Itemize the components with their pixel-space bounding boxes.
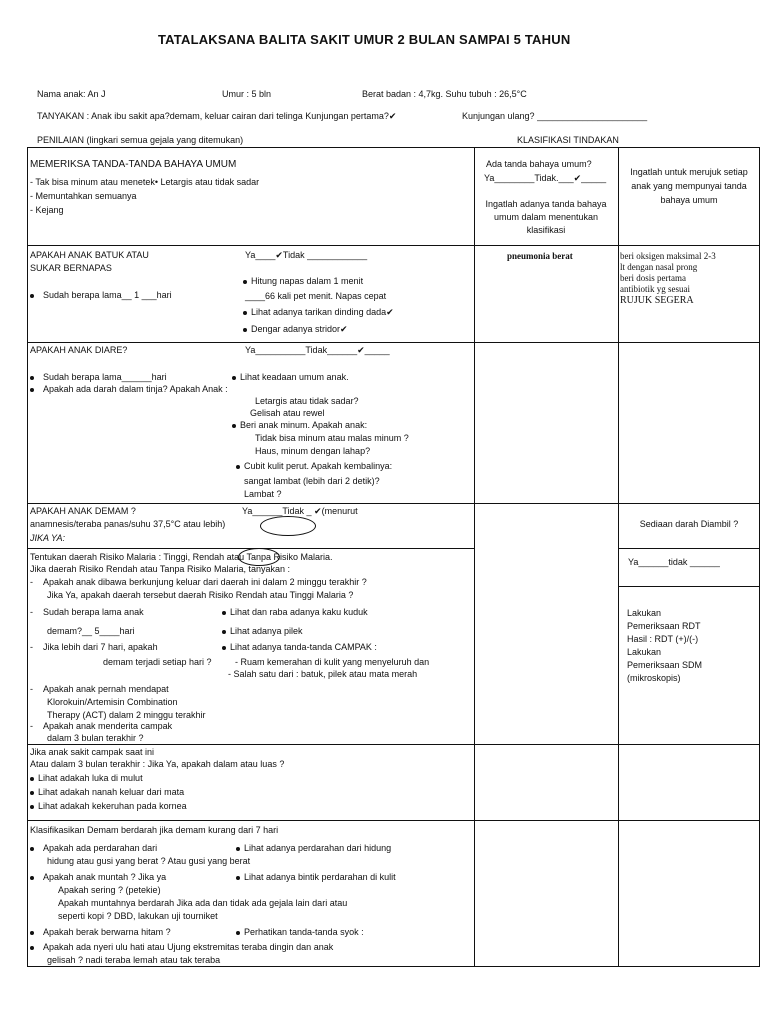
fever-if-yes: JIKA YA: xyxy=(30,533,66,543)
row-divider xyxy=(27,245,760,246)
row-divider xyxy=(27,820,760,821)
cough-stridor: Dengar adanya stridor✔ xyxy=(251,324,348,334)
diarrhea-look: Lihat keadaan umum anak. xyxy=(240,372,349,382)
cough-chest: Lihat adanya tarikan dinding dada✔ xyxy=(251,307,394,317)
diarrhea-restless: Gelisah atau rewel xyxy=(250,408,325,418)
malaria-visit: Apakah anak dibawa berkunjung keluar dari daerah ini dalam 2 minggu terakhir ? xyxy=(43,577,367,587)
column-divider-2 xyxy=(618,147,619,967)
table-right-border xyxy=(759,147,760,967)
cornea-clouding: Lihat adakah kekeruhan pada kornea xyxy=(38,801,187,811)
bullet-icon xyxy=(222,630,226,634)
danger-answer: Ya________Tidak.___✔_____ xyxy=(484,173,607,183)
bullet-icon xyxy=(232,424,236,428)
danger-heading: MEMERIKSA TANDA-TANDA BAHAYA UMUM xyxy=(30,159,237,170)
bullet-icon xyxy=(243,280,247,284)
diarrhea-answer: Ya__________Tidak______✔_____ xyxy=(245,345,390,355)
measles-rash: - Ruam kemerahan di kulit yang menyeluruh dan xyxy=(235,657,430,667)
malaria-risk: Tentukan daerah Risiko Malaria : Tinggi, Rendah atau Tanpa Risiko Malaria. xyxy=(30,552,333,562)
bullet-icon xyxy=(30,294,34,298)
dengue-bleed-2: hidung atau gusi yang berat ? Atau gusi yang berat xyxy=(47,856,251,866)
act-history: Apakah anak pernah mendapat xyxy=(43,684,169,694)
malaria-low-risk: Jika daerah Risiko Rendah atau Tanpa Risiko Malaria, tanyakan : xyxy=(30,564,290,574)
patient-weight-temp: Berat badan : 4,7kg. Suhu tubuh : 26,5°C xyxy=(362,89,527,99)
diarrhea-lethargic: Letargis atau tidak sadar? xyxy=(255,396,359,406)
fever-daily: demam terjadi setiap hari ? xyxy=(103,657,212,667)
danger-item: - Tak bisa minum atau menetek• Letargis atau tidak sadar xyxy=(30,177,260,187)
bullet-icon xyxy=(236,931,240,935)
stiff-neck: Lihat dan raba adanya kaku kuduk xyxy=(230,607,368,617)
smear-question: Sediaan darah Diambil ? xyxy=(639,519,739,529)
bullet-icon xyxy=(243,311,247,315)
dengue-pain: Apakah ada nyeri ulu hati atau Ujung ekstremitas teraba dingin dan anak xyxy=(43,942,334,952)
danger-item: - Kejang xyxy=(30,205,64,215)
runny-nose: Lihat adanya pilek xyxy=(230,626,303,636)
dengue-vomit: Apakah anak muntah ? Jika ya xyxy=(43,872,167,882)
cough-heading: SUKAR BERNAPAS xyxy=(30,263,112,273)
fever-7days: Jika lebih dari 7 hari, apakah xyxy=(43,642,158,652)
dengue-restless: gelisah ? nadi teraba lemah atau tak teraba xyxy=(47,955,221,965)
eye-pus: Lihat adakah nanah keluar dari mata xyxy=(38,787,185,797)
bullet-icon xyxy=(222,646,226,650)
mouth-ulcer: Lihat adakah luka di mulut xyxy=(38,773,143,783)
dengue-blood-vomit: Apakah muntahnya berdarah Jika ada dan tidak ada gejala lain dari atau xyxy=(58,898,348,908)
diarrhea-heading: APAKAH ANAK DIARE? xyxy=(30,345,128,355)
bullet-icon xyxy=(30,946,34,950)
row-divider xyxy=(27,503,760,504)
table-bottom-border xyxy=(27,966,760,967)
measles-history-2: dalam 3 bulan terakhir ? xyxy=(47,733,144,743)
danger-item: - Memuntahkan semuanya xyxy=(30,191,137,201)
row-divider xyxy=(27,744,760,745)
diarrhea-slow: sangat lambat (lebih dari 2 detik)? xyxy=(244,476,380,486)
bullet-icon xyxy=(236,876,240,880)
classification-header: KLASIFIKASI TINDAKAN xyxy=(517,135,619,145)
diarrhea-lambat: Lambat ? xyxy=(244,489,282,499)
assessment-header: PENILAIAN (lingkari semua gejala yang ditemukan) xyxy=(37,135,244,145)
row-divider xyxy=(618,548,760,549)
dengue-nose: Lihat adanya perdarahan dari hidung xyxy=(244,843,392,853)
ask-question: TANYAKAN : Anak ibu sakit apa?demam, keluar cairan dari telinga Kunjungan pertama?✔ xyxy=(37,111,397,121)
bullet-icon xyxy=(30,931,34,935)
bullet-icon xyxy=(30,791,34,795)
table-left-border xyxy=(27,147,28,967)
malaria-area: Jika Ya, apakah daerah tersebut daerah Risiko Rendah atau Tinggi Malaria ? xyxy=(47,590,354,600)
revisit-question: Kunjungan ulang? ______________________ xyxy=(462,111,648,121)
measles-deep: Atau dalam 3 bulan terakhir : Jika Ya, apakah dalam atau luas ? xyxy=(30,759,285,769)
diarrhea-drink: Beri anak minum. Apakah anak: xyxy=(240,420,368,430)
lab-instructions: Lakukan Pemeriksaan RDT Hasil : RDT (+)/(-) Lakukan Pemeriksaan SDM (mikroskopis) xyxy=(627,608,703,683)
dengue-bleed-q: Apakah ada perdarahan dari xyxy=(43,843,158,853)
row-divider xyxy=(27,342,760,343)
bullet-icon xyxy=(236,465,240,469)
cough-answer: Ya____✔Tidak ____________ xyxy=(245,250,368,260)
diarrhea-thirsty: Haus, minum dengan lahap? xyxy=(255,446,371,456)
diarrhea-cannot-drink: Tidak bisa minum atau malas minum ? xyxy=(255,433,409,443)
bullet-icon xyxy=(30,376,34,380)
measles-current: Jika anak sakit campak saat ini xyxy=(30,747,155,757)
dengue-shock: Perhatikan tanda-tanda syok : xyxy=(244,927,364,937)
table-top-border xyxy=(27,147,760,148)
danger-note: Ingatlah adanya tanda bahaya umum dalam menentukan klasifikasi xyxy=(485,199,607,235)
measles-history: Apakah anak menderita campak xyxy=(43,721,173,731)
bullet-icon xyxy=(30,847,34,851)
bullet-icon xyxy=(232,376,236,380)
cough-heading: APAKAH ANAK BATUK ATAU xyxy=(30,250,149,260)
row-divider xyxy=(618,586,760,587)
fever-duration-q: Sudah berapa lama anak xyxy=(43,607,144,617)
dengue-petechie: Lihat adanya bintik perdarahan di kulit xyxy=(244,872,396,882)
cough-duration: Sudah berapa lama__ 1 ___hari xyxy=(43,290,172,300)
bullet-icon xyxy=(30,388,34,392)
dengue-heading: Klasifikasikan Demam berdarah jika demam kurang dari 7 hari xyxy=(30,825,279,835)
column-divider-1 xyxy=(474,147,475,967)
bullet-icon xyxy=(222,611,226,615)
dengue-coffee: seperti kopi ? DBD, lakukan uji tourniket xyxy=(58,911,218,921)
measles-cough: - Salah satu dari : batuk, pilek atau mata merah xyxy=(228,669,418,679)
fever-duration-a: demam?__ 5____hari xyxy=(47,626,135,636)
patient-name: Nama anak: An J xyxy=(37,89,106,99)
cough-classification: pneumonia berat xyxy=(507,251,573,261)
fever-answer: Ya______Tidak _ ✔(menurut xyxy=(242,506,358,516)
cough-count: Hitung napas dalam 1 menit xyxy=(251,276,364,286)
act-history-3: Therapy (ACT) dalam 2 minggu terakhir xyxy=(47,710,206,720)
fever-heading: APAKAH ANAK DEMAM ? xyxy=(30,506,136,516)
act-history-2: Klorokuin/Artemisin Combination xyxy=(47,697,178,707)
cough-rate: ____66 kali pet menit. Napas cepat xyxy=(245,291,387,301)
cough-action: beri oksigen maksimal 2-3 lt dengan nasal prong beri dosis pertama antibiotik yg sesuai RUJUK SEGERA xyxy=(620,251,716,306)
page-title: TATALAKSANA BALITA SAKIT UMUR 2 BULAN SAMPAI 5 TAHUN xyxy=(158,32,571,47)
smear-answer: Ya______tidak ______ xyxy=(628,557,720,567)
bullet-icon xyxy=(236,847,240,851)
bullet-icon xyxy=(30,876,34,880)
bullet-icon xyxy=(243,328,247,332)
diarrhea-pinch: Cubit kulit perut. Apakah kembalinya: xyxy=(244,461,393,471)
diarrhea-duration: Sudah berapa lama______hari xyxy=(43,372,167,382)
bullet-icon xyxy=(30,777,34,781)
circle-mark xyxy=(260,516,316,536)
dengue-often: Apakah sering ? (petekie) xyxy=(58,885,161,895)
fever-anamnesis: anamnesis/teraba panas/suhu 37,5°C atau lebih) xyxy=(30,519,226,529)
bullet-icon xyxy=(30,805,34,809)
danger-question: Ada tanda bahaya umum? xyxy=(486,159,592,169)
measles-signs: Lihat adanya tanda-tanda CAMPAK : xyxy=(230,642,377,652)
diarrhea-blood: Apakah ada darah dalam tinja? Apakah Anak : xyxy=(43,384,228,394)
patient-age: Umur : 5 bln xyxy=(222,89,272,99)
dengue-black-stool: Apakah berak berwarna hitam ? xyxy=(43,927,171,937)
danger-remember: Ingatlah untuk merujuk setiap anak yang mempunyai tanda bahaya umum xyxy=(630,167,748,205)
